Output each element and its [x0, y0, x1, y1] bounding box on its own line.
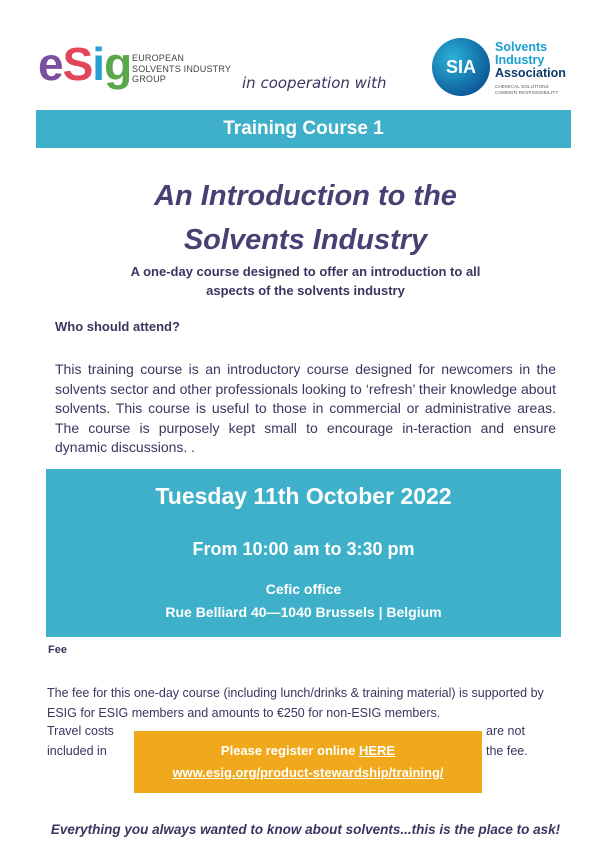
sia-tagline-line: COMMON RESPONSIBILITY — [495, 89, 559, 95]
subtitle-line: A one-day course designed to offer an introduction to all — [130, 264, 481, 279]
course-banner: Training Course 1 — [36, 110, 571, 148]
sia-logo-icon: SIA — [432, 38, 490, 96]
audience-heading: Who should attend? — [55, 319, 180, 334]
sia-name-line: Association — [495, 66, 566, 80]
sia-name-line: Industry — [495, 53, 545, 67]
register-prefix: Please register online — [220, 743, 359, 758]
esig-logo-letter: e — [38, 38, 63, 90]
sia-tagline-line: CHEMICAL SOLUTIONS — [495, 84, 549, 89]
fee-description: The fee for this one-day course (including lunch/drinks & training material) is supported by ESIG for ESIG members and amounts to €250 for non-ESIG members. — [47, 686, 544, 720]
course-title-line2: Solvents Industry — [183, 224, 428, 256]
esig-logo-letter: g — [104, 38, 132, 90]
travel-text: included in — [47, 744, 107, 758]
course-subtitle — [0, 262, 611, 300]
esig-org-line: GROUP — [132, 74, 167, 84]
event-time: From 10:00 am to 3:30 pm — [192, 539, 415, 559]
esig-org-line: SOLVENTS INDUSTRY — [132, 63, 232, 74]
fee-heading: Fee — [48, 644, 67, 656]
register-prompt — [134, 743, 482, 758]
event-details-box — [46, 469, 561, 637]
travel-text: the fee. — [486, 744, 528, 758]
cooperation-text: in cooperation with — [242, 74, 387, 92]
event-venue: Cefic office — [265, 581, 342, 597]
register-box — [134, 731, 482, 793]
event-date: Tuesday 11th October 2022 — [155, 483, 452, 509]
esig-logo-letter: S — [62, 38, 93, 90]
travel-text: Travel costs — [47, 724, 114, 738]
footer-tagline: Everything you always wanted to know about solvents...this is the place to ask! — [50, 822, 561, 837]
audience-description: This training course is an introductory course designed for newcomers in the solvents sector and other professionals looking to ‘refresh’ their knowledge about solvents. This course is useful to those in commercial or administrative areas. The course is purposely kept small to encourage in-teraction and ensure dynamic discussions. . — [55, 361, 556, 455]
event-address: Rue Belliard 40—1040 Brussels | Belgium — [165, 604, 442, 620]
subtitle-line: aspects of the solvents industry — [206, 283, 405, 298]
esig-logo — [38, 38, 131, 90]
sia-name-line: Solvents — [495, 40, 548, 54]
sia-name — [495, 41, 566, 80]
register-url-link[interactable]: www.esig.org/product-stewardship/training/ — [172, 765, 444, 780]
esig-org-name — [132, 53, 231, 85]
travel-text: are not — [486, 724, 525, 738]
sia-tagline — [495, 84, 558, 95]
esig-logo-letter: i — [92, 38, 105, 90]
register-here-link[interactable]: HERE — [358, 743, 396, 758]
esig-org-line: EUROPEAN — [132, 53, 185, 63]
course-title-line1: An Introduction to the — [154, 180, 457, 212]
